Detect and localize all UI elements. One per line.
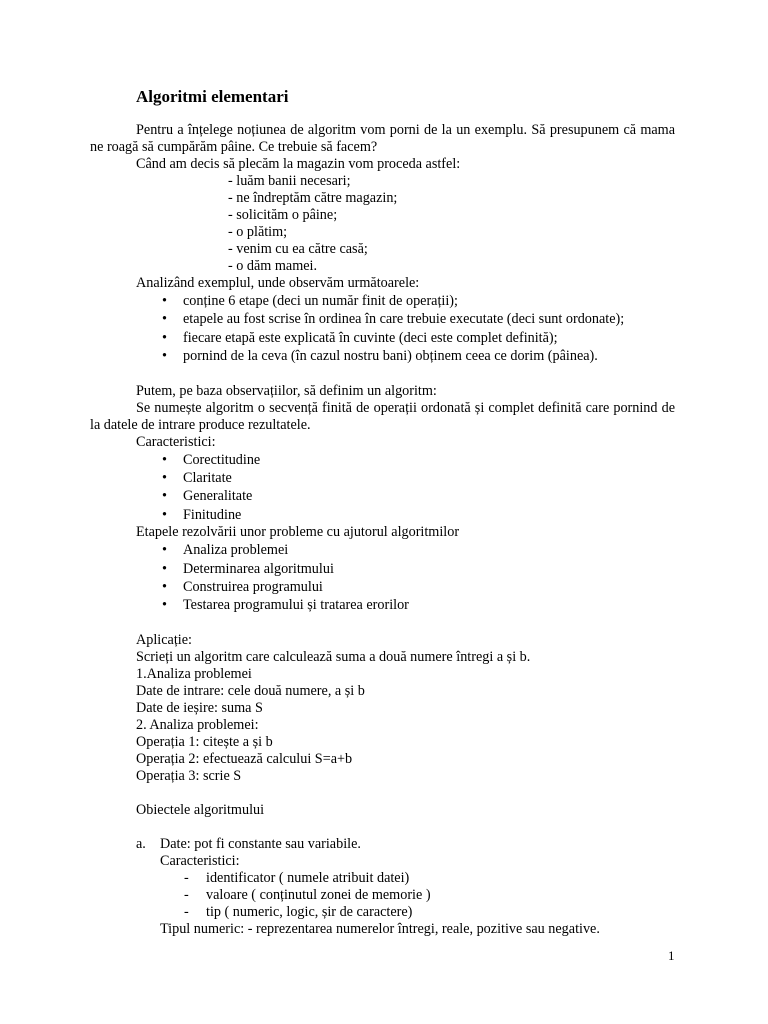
- page-number: 1: [668, 948, 675, 963]
- dash-icon: -: [184, 886, 189, 903]
- list-item: • Analiza problemei: [162, 542, 289, 559]
- object-item-a: [90, 836, 675, 853]
- stages-label: Etapele rezolvării unor probleme cu ajutorul algoritmilor: [136, 524, 460, 541]
- characteristics-label: Caracteristici:: [136, 433, 216, 450]
- example-steps: [90, 173, 675, 275]
- application-line: Date de ieșire: suma S: [136, 699, 263, 716]
- dash-icon: -: [184, 869, 189, 886]
- list-item: - tip ( numeric, logic, șir de caractere): [184, 903, 413, 920]
- application-line: 2. Analiza problemei:: [136, 716, 259, 733]
- definition-text: Se numește algoritm o secvență finită de operații ordonată și complet definită care pornind de la datele de intrare produce rezultatele.: [90, 399, 675, 433]
- list-item: • Claritate: [162, 470, 232, 487]
- stages-list: [90, 541, 675, 615]
- list-item: • Finitudine: [162, 506, 242, 523]
- characteristics-list: [90, 451, 675, 525]
- list-item: • pornind de la ceva (în cazul nostru bani) obținem ceea ce dorim (pâinea).: [162, 348, 598, 365]
- definition-intro: Putem, pe baza observațiilor, să definim un algoritm:: [136, 382, 437, 399]
- bullet-icon: •: [162, 579, 167, 596]
- list-marker: a.: [136, 835, 146, 852]
- bullet-icon: •: [162, 348, 167, 365]
- bullet-icon: •: [162, 560, 167, 577]
- analysis-list: [90, 292, 675, 366]
- application-line: 1.Analiza problemei: [136, 665, 252, 682]
- intro-procedure-line: Când am decis să plecăm la magazin vom proceda astfel:: [136, 156, 461, 172]
- example-step: - luăm banii necesari;: [228, 173, 351, 189]
- dash-icon: -: [184, 903, 189, 920]
- bullet-icon: •: [162, 293, 167, 309]
- list-item: • etapele au fost scrise în ordinea în care trebuie executate (deci sunt ordonate);: [162, 311, 625, 328]
- bullet-icon: •: [162, 506, 167, 523]
- list-item: • Determinarea algoritmului: [162, 560, 334, 577]
- analysis-intro: Analizând exemplul, unde observăm următoarele:: [136, 275, 420, 291]
- list-item: • Construirea programului: [162, 579, 323, 596]
- bullet-icon: •: [162, 542, 167, 559]
- example-step: - o dăm mamei.: [228, 258, 318, 274]
- document-title: Algoritmi elementari: [136, 87, 289, 106]
- object-item-text: Date: pot fi constante sau variabile.: [160, 835, 361, 852]
- example-step: - ne îndreptăm către magazin;: [228, 190, 398, 206]
- bullet-icon: •: [162, 311, 167, 328]
- bullet-icon: •: [162, 488, 167, 505]
- object-characteristics-label: Caracteristici:: [160, 852, 240, 869]
- application-line: Date de intrare: cele două numere, a și b: [136, 682, 365, 699]
- objects-title: Obiectele algoritmului: [136, 801, 265, 818]
- example-step: - o plătim;: [228, 224, 288, 240]
- intro-paragraph: Pentru a înțelege noțiunea de algoritm vom porni de la un exemplu. Să presupunem că mama ne roagă să cumpărăm pâine. Ce trebuie să facem?: [90, 122, 675, 155]
- bullet-icon: •: [162, 470, 167, 487]
- application-line: Operația 1: citește a și b: [136, 733, 273, 750]
- list-item: • Testarea programului și tratarea erorilor: [162, 597, 409, 614]
- list-item: • Generalitate: [162, 488, 253, 505]
- list-item: • fiecare etapă este explicată în cuvinte (deci este complet definită);: [162, 329, 558, 346]
- list-item: • conține 6 etape (deci un număr finit de operații);: [162, 293, 458, 309]
- example-step: - venim cu ea către casă;: [228, 241, 368, 257]
- application-label: Aplicație:: [136, 631, 192, 648]
- application-line: Operația 2: efectuează calcului S=a+b: [136, 750, 353, 767]
- example-step: - solicităm o pâine;: [228, 207, 338, 223]
- list-item: - valoare ( conținutul zonei de memorie ): [184, 886, 431, 903]
- list-item: - identificator ( numele atribuit datei): [184, 869, 410, 886]
- bullet-icon: •: [162, 329, 167, 346]
- list-item: • Corectitudine: [162, 451, 261, 468]
- numeric-type-line: Tipul numeric: - reprezentarea numerelor întregi, reale, pozitive sau negative.: [160, 920, 600, 937]
- bullet-icon: •: [162, 597, 167, 614]
- application-line: Scrieți un algoritm care calculează suma a două numere întregi a și b.: [136, 648, 531, 665]
- bullet-icon: •: [162, 451, 167, 468]
- application-line: Operația 3: scrie S: [136, 767, 242, 784]
- document-body: [90, 122, 675, 938]
